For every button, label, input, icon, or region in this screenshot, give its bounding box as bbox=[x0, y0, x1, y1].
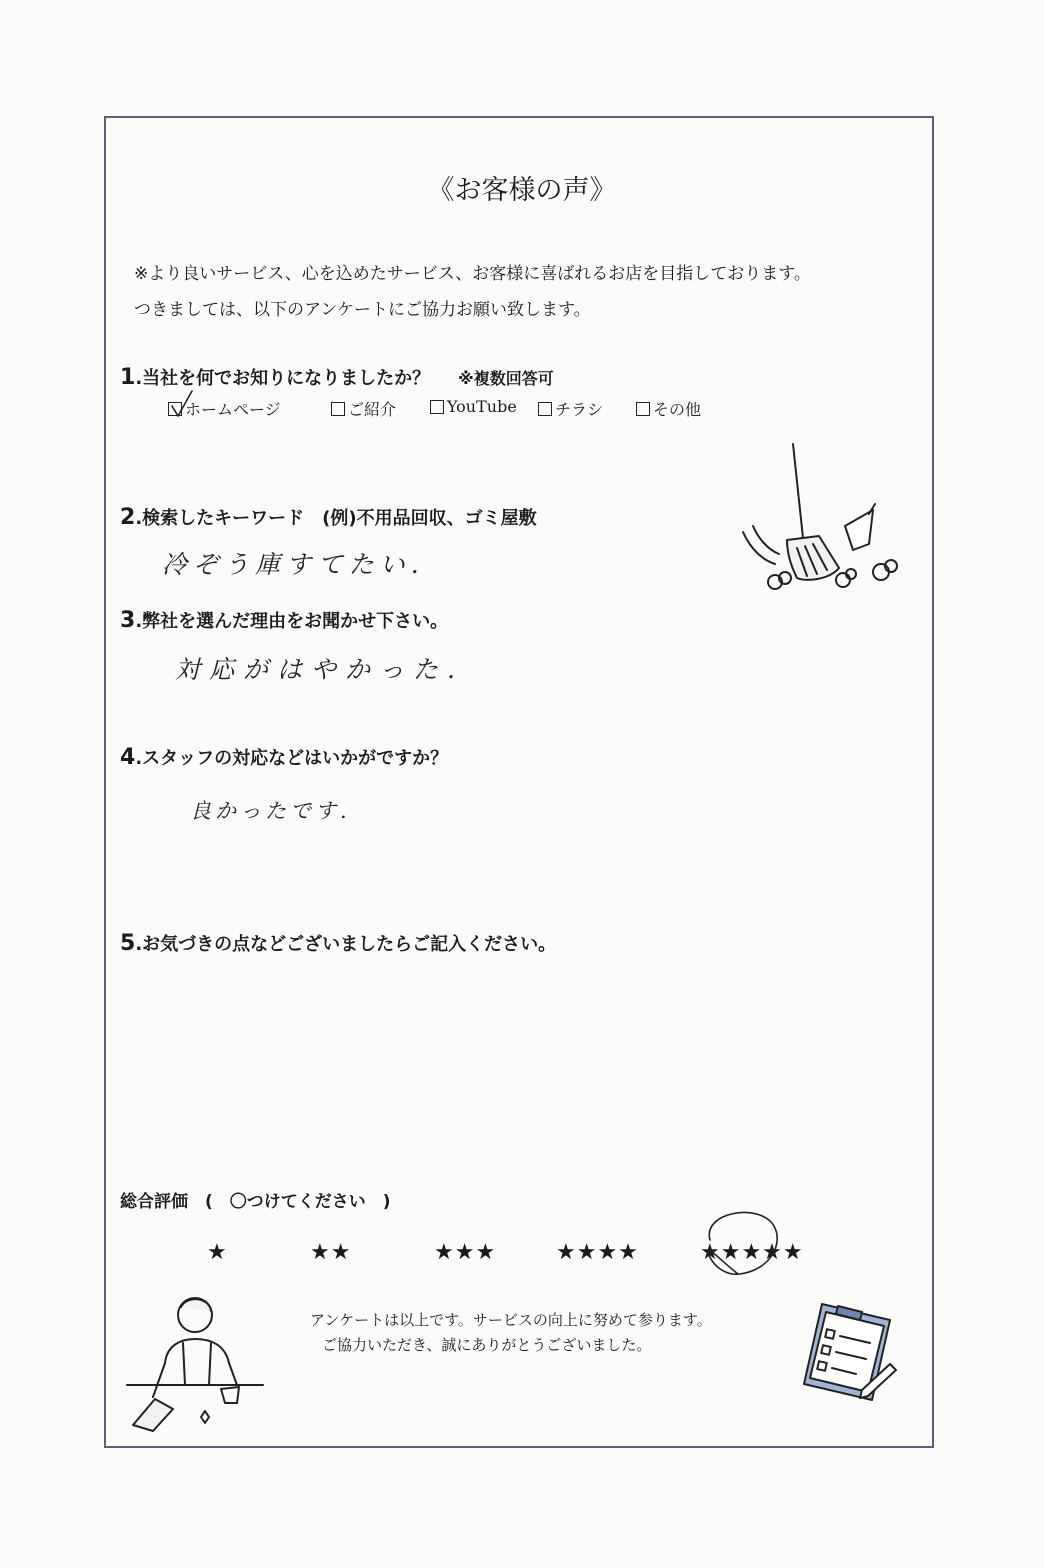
intro-line-1: ※より良いサービス、心を込めたサービス、お客様に喜ばれるお店を目指しております。 bbox=[134, 264, 811, 284]
rating-option-2[interactable]: ★★ bbox=[310, 1240, 352, 1265]
option-other[interactable] bbox=[636, 397, 701, 420]
check-mark-icon bbox=[170, 389, 194, 417]
closing-line-2: ご協力いただき、誠にありがとうございました。 bbox=[322, 1336, 652, 1354]
question-1-text: .当社を何でお知りになりましたか？ bbox=[135, 368, 431, 389]
closing-line-1: アンケートは以上です。サービスの向上に努めて参ります。 bbox=[310, 1311, 712, 1329]
rating-option-4[interactable]: ★★★★ bbox=[556, 1240, 639, 1265]
option-referral[interactable] bbox=[331, 397, 396, 420]
question-4-number: 4 bbox=[120, 745, 136, 770]
question-3-text: .弊社を選んだ理由をお聞かせ下さい。 bbox=[135, 611, 449, 632]
answer-4-handwriting: 良かったです. bbox=[190, 799, 351, 823]
clipboard-illustration bbox=[800, 1300, 900, 1405]
answer-3-handwriting: 対応がはやかった. bbox=[175, 655, 464, 684]
option-label-referral: ご紹介 bbox=[348, 400, 397, 419]
option-youtube[interactable] bbox=[430, 397, 517, 416]
option-label-flyer: チラシ bbox=[555, 400, 604, 419]
page-title: 《お客様の声》 bbox=[427, 175, 617, 206]
checkbox-referral[interactable] bbox=[331, 402, 345, 416]
option-homepage[interactable] bbox=[168, 397, 281, 420]
question-4-text: .スタッフの対応などはいかがですか？ bbox=[135, 748, 449, 769]
question-5 bbox=[120, 930, 556, 956]
question-1-note: ※複数回答可 bbox=[458, 369, 554, 388]
answer-2-handwriting: 冷ぞう庫すてたい. bbox=[162, 550, 425, 579]
question-5-text: .お気づきの点などございましたらご記入ください。 bbox=[135, 934, 557, 955]
broom-dustpan-illustration bbox=[735, 440, 905, 600]
question-5-number: 5 bbox=[120, 931, 136, 956]
question-3-number: 3 bbox=[120, 608, 136, 633]
question-2-number: 2 bbox=[120, 505, 136, 530]
question-2-text: .検索したキーワード (例)不用品回収、ゴミ屋敷 bbox=[135, 508, 537, 529]
checkbox-flyer[interactable] bbox=[538, 402, 552, 416]
option-flyer[interactable] bbox=[538, 397, 603, 420]
checkbox-youtube[interactable] bbox=[430, 400, 444, 414]
question-1-number: 1 bbox=[120, 365, 136, 390]
checkbox-other[interactable] bbox=[636, 402, 650, 416]
checkbox-homepage[interactable] bbox=[168, 402, 182, 416]
question-1 bbox=[120, 364, 554, 390]
rating-option-3[interactable]: ★★★ bbox=[434, 1240, 497, 1265]
question-3 bbox=[120, 607, 448, 633]
question-2 bbox=[120, 504, 537, 530]
option-label-other: その他 bbox=[653, 400, 702, 419]
rating-selection-circle bbox=[690, 1200, 800, 1290]
option-label-youtube: YouTube bbox=[447, 397, 517, 416]
rating-option-1[interactable]: ★ bbox=[207, 1240, 228, 1265]
rating-option-5[interactable]: ★★★★★ bbox=[700, 1240, 804, 1265]
question-4 bbox=[120, 744, 448, 770]
intro-line-2: つきましては、以下のアンケートにご協力お願い致します。 bbox=[134, 300, 591, 320]
option-label-homepage: ホームページ bbox=[185, 400, 281, 419]
cleaning-staff-illustration bbox=[125, 1293, 270, 1433]
rating-label: 総合評価 ( 〇つけてください ) bbox=[120, 1192, 391, 1212]
